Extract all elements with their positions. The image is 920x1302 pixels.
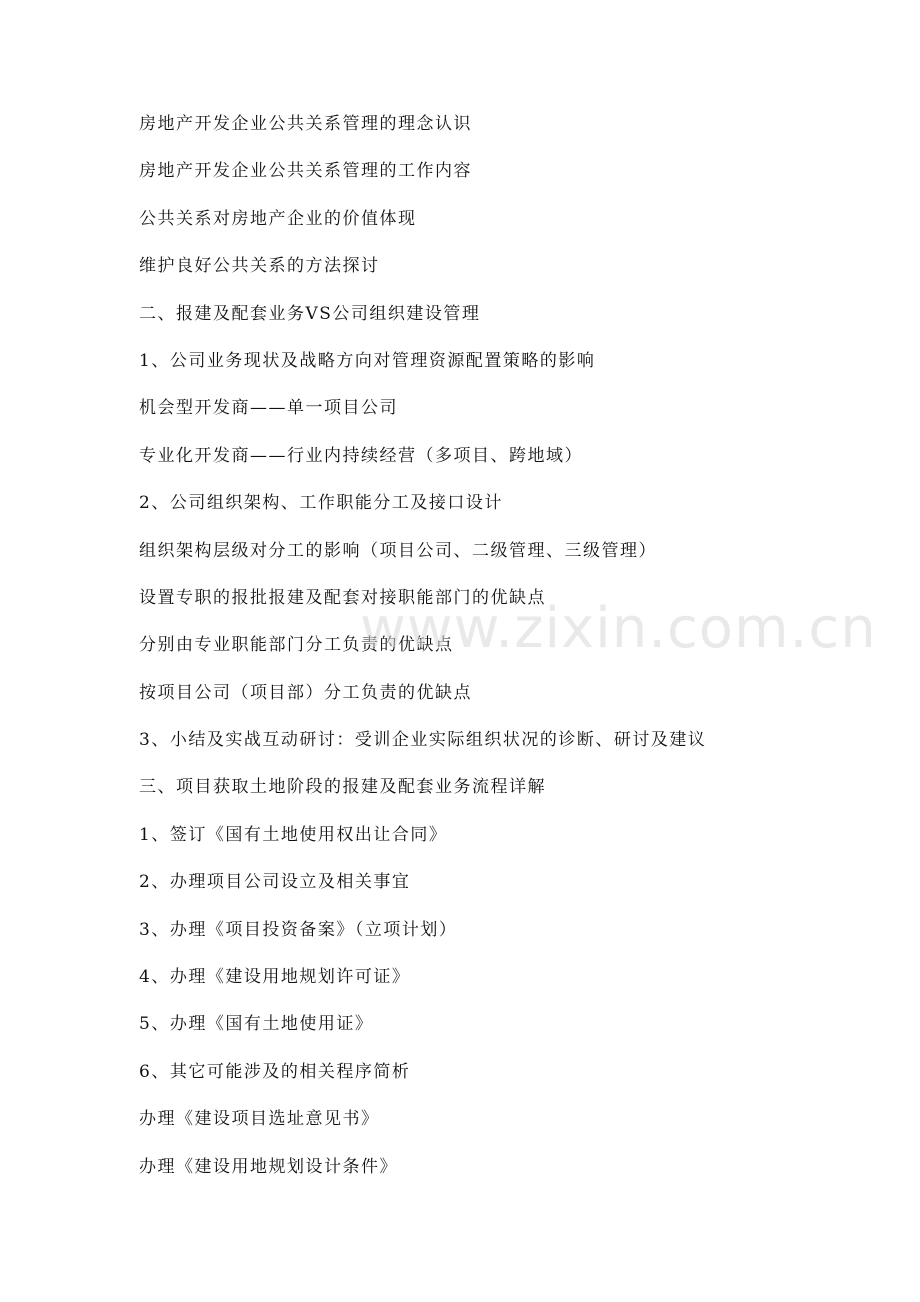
text-line: 办理《建设用地规划设计条件》	[139, 1156, 398, 1177]
text-line: 2、办理项目公司设立及相关事宜	[139, 872, 411, 893]
text-line: 3、办理《项目投资备案》（立项计划）	[139, 919, 458, 940]
text-line: 办理《建设项目选址意见书》	[139, 1109, 380, 1130]
watermark: www.zixin.com.cn	[360, 596, 877, 661]
section-heading: 二、报建及配套业务VS公司组织建设管理	[139, 303, 481, 324]
text-line: 公共关系对房地产企业的价值体现	[139, 208, 417, 229]
text-line: 设置专职的报批报建及配套对接职能部门的优缺点	[139, 587, 546, 608]
text-line: 5、办理《国有土地使用证》	[139, 1014, 374, 1035]
text-line: 1、签订《国有土地使用权出让合同》	[139, 824, 448, 845]
section-heading: 三、项目获取土地阶段的报建及配套业务流程详解	[139, 777, 546, 798]
text-line: 分别由专业职能部门分工负责的优缺点	[139, 635, 454, 656]
text-line: 机会型开发商——单一项目公司	[139, 398, 398, 419]
text-line: 2、公司组织架构、工作职能分工及接口设计	[139, 493, 503, 514]
text-line: 1、公司业务现状及战略方向对管理资源配置策略的影响	[139, 350, 596, 371]
text-line: 4、办理《建设用地规划许可证》	[139, 967, 411, 988]
text-line: 维护良好公共关系的方法探讨	[139, 256, 380, 277]
text-line: 按项目公司（项目部）分工负责的优缺点	[139, 682, 472, 703]
text-line: 3、小结及实战互动研讨：受训企业实际组织状况的诊断、研讨及建议	[139, 730, 707, 751]
text-line: 组织架构层级对分工的影响（项目公司、二级管理、三级管理）	[139, 540, 657, 561]
text-line: 专业化开发商——行业内持续经营（多项目、跨地域）	[139, 445, 583, 466]
text-line: 6、其它可能涉及的相关程序简析	[139, 1061, 411, 1082]
text-line: 房地产开发企业公共关系管理的理念认识	[139, 114, 472, 134]
text-line: 房地产开发企业公共关系管理的工作内容	[139, 161, 472, 182]
